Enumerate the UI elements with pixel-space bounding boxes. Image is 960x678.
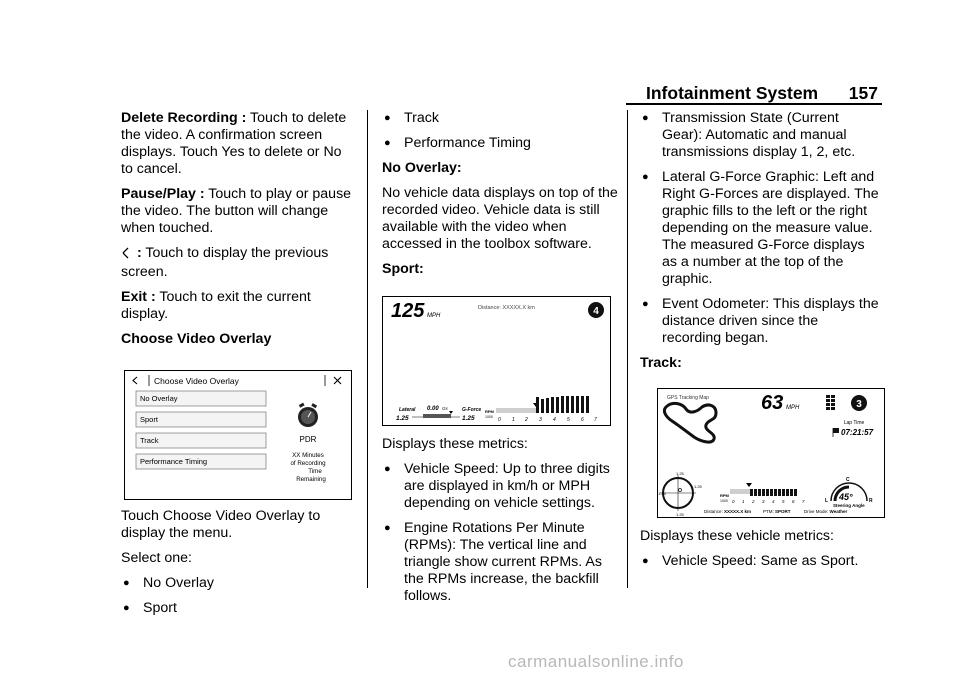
column-divider-2	[627, 110, 628, 588]
svg-text:PTM: SPORT: PTM: SPORT	[763, 509, 791, 514]
svg-text:7: 7	[802, 499, 805, 504]
svg-text:5: 5	[782, 499, 785, 504]
svg-text:7: 7	[594, 417, 597, 423]
sport-distance: Distance: XXXXX.X km	[478, 305, 535, 311]
rpm-label: RPM	[720, 493, 729, 498]
exit-para: Exit : Touch to exit the current display.	[121, 289, 311, 322]
header-rule	[626, 103, 882, 105]
track-heading: Track:	[640, 355, 682, 371]
steer-right: R	[869, 498, 873, 504]
rpm-bar	[496, 396, 589, 413]
fuel-bars-icon	[826, 395, 835, 410]
sport-metrics-intro: Displays these metrics:	[382, 436, 528, 452]
remaining-line-1: XX Minutes	[292, 452, 324, 459]
svg-text:Track: Track	[140, 436, 159, 445]
lateral-left-value: 1.25	[396, 415, 409, 422]
list-item: ● Vehicle Speed: Same as Sport.	[642, 553, 859, 569]
rpm-label: RPM	[485, 409, 494, 414]
back-arrow-icon	[121, 247, 137, 264]
list-item: ● Lateral G-Force Graphic: Left and Right G-Forces are displayed. The graphic fills to the left or the right depending on the measure value. The measured G-Force displays as a number at the top of the graphic.	[642, 169, 879, 287]
remaining-line-4: Remaining	[296, 476, 326, 483]
rpm-ticks	[732, 499, 805, 504]
choose-video-overlay-figure	[124, 370, 352, 500]
choose-overlay-heading: Choose Video Overlay	[121, 331, 272, 347]
rpm-bar	[730, 483, 797, 496]
gs-value: 0.00	[427, 406, 439, 412]
watermark: carmanualsonline.info	[508, 652, 684, 671]
svg-text:0: 0	[732, 499, 735, 504]
svg-text:6: 6	[581, 417, 584, 423]
column-2	[382, 110, 620, 613]
section-title: Infotainment System	[646, 83, 819, 103]
svg-text:No Overlay: No Overlay	[140, 394, 178, 403]
svg-text:4: 4	[553, 417, 556, 423]
stopwatch-icon	[298, 403, 318, 427]
sport-screen-svg	[383, 297, 611, 426]
column-1	[121, 110, 357, 625]
steer-left: L	[825, 498, 829, 504]
track-metrics-intro: Displays these vehicle metrics:	[640, 528, 834, 544]
sport-speed: 125	[391, 300, 425, 322]
rpm-unit: 1000	[720, 499, 728, 503]
track-overlay-figure	[657, 388, 885, 518]
svg-text:1: 1	[742, 499, 745, 504]
svg-text:2: 2	[752, 499, 755, 504]
g-top-value: 1.25	[676, 471, 684, 476]
list-item: ● Vehicle Speed: Up to three digits are displayed in km/h or MPH depending on vehicle settings.	[384, 461, 610, 511]
column-3	[640, 110, 880, 578]
svg-text:3: 3	[539, 417, 542, 423]
svg-text:1: 1	[512, 417, 515, 423]
list-item: ● No Overlay	[123, 575, 214, 591]
svg-text:6: 6	[792, 499, 795, 504]
lap-time-label: Lap Time	[843, 420, 865, 426]
pause-play-para: Pause/Play : Touch to play or pause the video. The button will change when touched.	[121, 186, 352, 236]
svg-text:3: 3	[762, 499, 765, 504]
track-speed-unit: MPH	[786, 405, 800, 411]
g-left-value: 1.25	[658, 491, 666, 496]
back-chevron-icon[interactable]	[133, 377, 137, 384]
svg-text:2: 2	[525, 417, 528, 423]
list-item: ● Sport	[123, 600, 177, 616]
gforce-label: G-Force	[462, 407, 482, 413]
rpm-ticks	[498, 417, 597, 423]
remaining-line-3: Time	[308, 468, 322, 475]
overlay-screen-svg	[125, 371, 352, 500]
track-screen-svg	[658, 389, 885, 518]
delete-recording-para: Delete Recording : Touch to delete the video. A confirmation screen displays. Touch Yes to delete or No to cancel.	[121, 110, 347, 177]
lateral-gforce-bar	[412, 411, 460, 418]
steer-angle: 45°	[839, 492, 853, 502]
list-item: ● Engine Rotations Per Minute (RPMs): The vertical line and triangle show current RPMs. As the RPMs increase, the backfill follows.	[384, 520, 602, 604]
g-bottom-value: 1.25	[676, 512, 684, 517]
list-item: ● Track	[384, 110, 439, 126]
overlay-option-no-overlay[interactable]	[136, 391, 266, 406]
gear-number: 4	[593, 306, 599, 317]
select-one: Select one:	[121, 550, 192, 566]
pdr-label: PDR	[299, 435, 317, 444]
sport-heading: Sport:	[382, 261, 424, 277]
list-item: ● Transmission State (Current Gear): Automatic and manual transmissions display 1, 2, etc.	[642, 110, 856, 160]
gps-map-label: GPS Tracking Map	[667, 395, 709, 401]
svg-text:5: 5	[567, 417, 570, 423]
column-divider-1	[367, 110, 368, 588]
svg-text:4: 4	[772, 499, 775, 504]
flag-icon	[833, 428, 839, 437]
overlay-option-sport[interactable]	[136, 412, 266, 427]
lap-time-value: 07:21:57	[841, 428, 874, 437]
no-overlay-text: No vehicle data displays on top of the recorded video. Vehicle data is still available with the video when accessed in the toolbox software.	[382, 185, 618, 252]
track-speed: 63	[761, 392, 784, 414]
no-overlay-heading: No Overlay:	[382, 160, 462, 176]
lateral-right-value: 1.25	[462, 415, 475, 422]
track-footer	[704, 509, 847, 514]
overlay-title: Choose Video Overlay	[154, 376, 239, 386]
svg-text:0: 0	[498, 417, 501, 423]
rpm-unit: 1000	[485, 415, 493, 419]
lateral-label: Lateral	[399, 407, 416, 413]
steer-angle-label: Steering Angle	[833, 503, 865, 508]
overlay-option-track[interactable]	[136, 433, 266, 448]
svg-text:Sport: Sport	[140, 415, 158, 424]
sport-speed-unit: MPH	[427, 313, 441, 319]
back-para: : Touch to display the previous screen.	[121, 245, 329, 280]
steer-center: C	[846, 477, 850, 483]
close-icon[interactable]	[334, 377, 341, 384]
list-item: ● Performance Timing	[384, 135, 531, 151]
svg-text:Distance: XXXXX.X km: Distance: XXXXX.X km	[704, 509, 752, 514]
sport-overlay-figure	[382, 296, 611, 426]
gear-number: 3	[856, 399, 862, 410]
choose-overlay-instruction: Touch Choose Video Overlay to display the menu.	[121, 508, 321, 541]
svg-text:Performance Timing: Performance Timing	[140, 457, 208, 466]
page-number: 157	[848, 83, 878, 103]
list-item: ● Event Odometer: This displays the distance driven since the recording began.	[642, 296, 879, 346]
overlay-option-performance-timing[interactable]	[136, 454, 266, 469]
remaining-line-2: of Recording	[290, 460, 326, 467]
gs-unit: Gs	[442, 406, 448, 411]
svg-text:Drive Mode: Weather: Drive Mode: Weather	[804, 509, 848, 514]
track-map-icon	[664, 403, 716, 442]
g-right-value: 1.25	[694, 484, 702, 489]
